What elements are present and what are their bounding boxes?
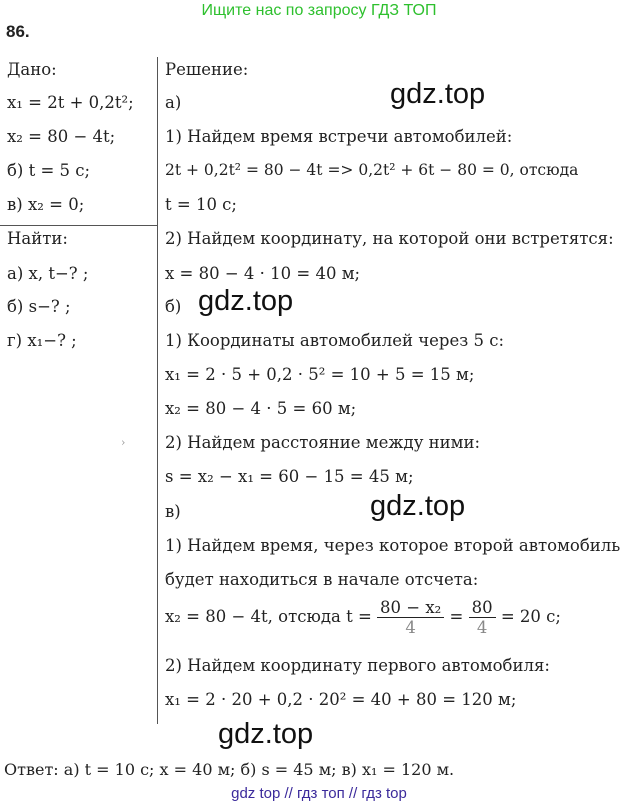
solution-line: x = 80 − 4 · 10 = 40 м; xyxy=(165,264,361,283)
scan-mark: › xyxy=(121,436,126,449)
solution-line: 1) Координаты автомобилей через 5 с: xyxy=(165,331,505,350)
fraction-1-numerator: 80 − x₂ xyxy=(377,598,444,618)
fraction-2 xyxy=(469,598,496,637)
problem-number: 86. xyxy=(6,22,30,41)
solution-title: Решение: xyxy=(165,60,249,79)
find-line: а) x, t−? ; xyxy=(7,264,89,283)
horizontal-divider xyxy=(0,225,157,226)
fraction-1-denominator: 4 xyxy=(405,618,416,637)
watermark: gdz.top xyxy=(390,78,486,110)
vertical-divider xyxy=(157,57,158,724)
given-line: x₂ = 80 − 4t; xyxy=(7,127,116,146)
solution-line: 2t + 0,2t² = 80 − 4t => 0,2t² + 6t − 80 = 0, отсюда xyxy=(165,161,579,179)
fraction-1 xyxy=(377,598,444,637)
given-line: б) t = 5 с; xyxy=(7,161,91,180)
fraction-prefix: x₂ = 80 − 4t, отсюда t = xyxy=(165,607,372,626)
solution-line: x₁ = 2 · 20 + 0,2 · 20² = 40 + 80 = 120 м; xyxy=(165,690,517,709)
solution-line: 2) Найдем расстояние между ними: xyxy=(165,433,481,452)
fraction-suffix: = 20 с; xyxy=(500,607,561,626)
solution-line: s = x₂ − x₁ = 60 − 15 = 45 м; xyxy=(165,467,414,486)
find-title: Найти: xyxy=(7,229,68,248)
solution-line: x₁ = 2 · 5 + 0,2 · 5² = 10 + 5 = 15 м; xyxy=(165,365,475,384)
fraction-equation xyxy=(165,598,561,637)
solution-line: t = 10 с; xyxy=(165,195,237,214)
given-title: Дано: xyxy=(7,60,57,79)
fraction-2-numerator: 80 xyxy=(469,598,496,618)
fraction-2-denominator: 4 xyxy=(476,618,488,637)
solution-line: 2) Найдем координату первого автомобиля: xyxy=(165,656,550,675)
watermark: gdz.top xyxy=(198,285,294,317)
solution-line: б) xyxy=(165,297,182,316)
solution-line: 1) Найдем время встречи автомобилей: xyxy=(165,127,513,146)
solution-line: 2) Найдем координату, на которой они встретятся: xyxy=(165,229,614,248)
given-line: x₁ = 2t + 0,2t²; xyxy=(7,93,134,112)
bottom-links[interactable]: gdz top // гдз топ // гдз top xyxy=(231,785,407,802)
watermark: gdz.top xyxy=(370,490,466,522)
solution-line: x₂ = 80 − 4 · 5 = 60 м; xyxy=(165,399,357,418)
top-banner: Ищите нас по запросу ГДЗ ТОП xyxy=(201,2,437,19)
watermark: gdz.top xyxy=(218,718,314,750)
solution-line: 1) Найдем время, через которое второй автомобиль xyxy=(165,536,621,555)
find-line: г) x₁−? ; xyxy=(7,331,77,350)
solution-line: а) xyxy=(165,93,182,112)
solution-line: будет находиться в начале отсчета: xyxy=(165,570,479,589)
solution-line: в) xyxy=(165,502,181,521)
fraction-equals: = xyxy=(449,607,464,626)
given-line: в) x₂ = 0; xyxy=(7,195,85,214)
answer-line: Ответ: а) t = 10 с; x = 40 м; б) s = 45 м; в) x₁ = 120 м. xyxy=(4,760,455,779)
find-line: б) s−? ; xyxy=(7,297,71,316)
